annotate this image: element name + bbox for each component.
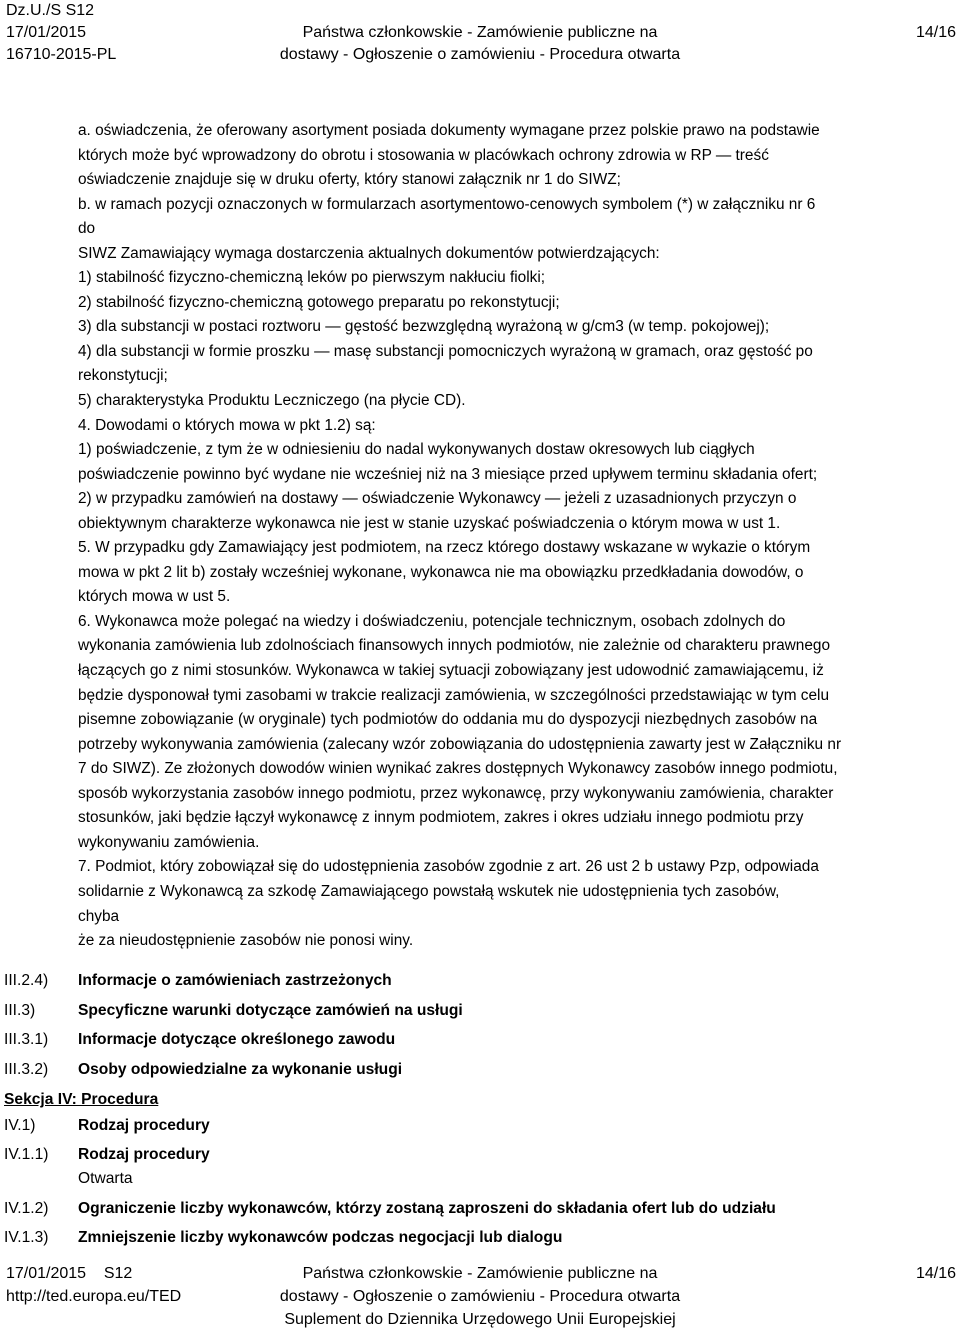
footer-date-series: 17/01/2015 S12 [6,1265,133,1282]
paragraph: 4. Dowodami o których mowa w pkt 1.2) są: [78,416,376,434]
section-number: IV.1.3) [4,1229,49,1246]
section-row [0,1114,960,1138]
section-number: III.2.4) [4,972,49,989]
paragraph: 4) dla substancji w formie proszku — masę substancji pomocniczych wyrażoną w gramach, oraz gęstość po rekonstytucji; [78,342,813,385]
header-ref: 16710-2015-PL [6,46,117,63]
paragraph: 3) dla substancji w postaci roztworu — gęstość bezwzględną wyrażoną w g/cm3 (w temp. pokojowej); [78,318,770,336]
doc-code: Dz.U./S S12 [6,2,95,19]
page-footer [0,1262,960,1334]
page-header [0,0,960,72]
section-row [0,969,960,993]
section-heading: Sekcja IV: Procedura [4,1091,159,1108]
section-title: Rodzaj procedury [78,1146,210,1163]
section-title: Specyficzne warunki dotyczące zamówień na usługi [78,1002,463,1019]
section-title: Rodzaj procedury [78,1117,210,1134]
section-title: Informacje o zamówieniach zastrzeżonych [78,972,392,989]
footer-page-number: 14/16 [915,1265,956,1282]
section-row [0,1226,960,1250]
body-text [78,119,960,954]
paragraph: a. oświadczenia, że oferowany asortyment posiada dokumenty wymagane przez polskie prawo na podstawie których może być wprowadzony do obrotu i stosowania w placówkach ochrony zdrowia w RP — treść oświadczenie znajduje się w druku oferty, który stanowi załącznik nr 1 do SIWZ; [78,122,820,189]
paragraph: 7. Podmiot, który zobowiązał się do udostępnienia zasobów zgodnie z art. 26 ust 2 b ustawy Pzp, odpowiada solidarnie z Wykonawcą za szkodę Zamawiającego powstałą wskutek nie udostępnienia tych zasobów, chyba [78,858,819,925]
header-title-line2: dostawy - Ogłoszenie o zamówieniu - Procedura otwarta [279,46,681,63]
section-title: Zmniejszenie liczby wykonawców podczas negocjacji lub dialogu [78,1229,563,1246]
section-row [0,1028,960,1052]
header-title-line1: Państwa członkowskie - Zamówienie publiczne na [302,24,658,41]
footer-title-line2: dostawy - Ogłoszenie o zamówieniu - Procedura otwarta [279,1288,681,1305]
section-number: III.3.2) [4,1061,49,1078]
footer-title-line1: Państwa członkowskie - Zamówienie publiczne na [302,1265,658,1282]
paragraph: SIWZ Zamawiający wymaga dostarczenia aktualnych dokumentów potwierdzających: [78,244,660,262]
paragraph: 6. Wykonawca może polegać na wiedzy i doświadczeniu, potencjale technicznym, osobach zdolnych do wykonania zamówienia lub zdolnościach finansowych innych podmiotów, nie zależnie od charakteru prawnego łączących go z nimi stosunków. Wykonawca w takiej sytuacji zobowiązany jest udowodnić zamawiającemu, iż będzie dysponował tymi zasobami w trakcie realizacji zamówienia, w szczególności przedstawiając w tym celu pisemne zobowiązanie (w oryginale) tych podmiotów do oddania mu do dyspozycji niezbędnych zasobów na potrzeby wykonywania zamówienia (zalecany wzór zobowiązania do udostępnienia zawarty jest w Załączniku nr 7 do SIWZ). Ze złożonych dowodów winien wynikać zakres dostępnych Wykonawcy zasobów innego podmiotu, sposób wykorzystania zasobów innego podmiotu, przez wykonawcę, przy wykonywaniu zamówienia, charakter stosunków, jaki będzie łączył wykonawcę z innym podmiotem, zakres i okres udziału innego podmiotu przy wykonywaniu zamówienia. [78,612,842,851]
section-row [0,1058,960,1082]
section-title: Osoby odpowiedzialne za wykonanie usługi [78,1061,403,1078]
section-heading-row [0,1088,960,1112]
header-title [0,22,960,66]
paragraph: 2) stabilność fizyczno-chemiczną gotowego preparatu po rekonstytucji; [78,293,560,311]
footer-title-line3: Suplement do Dziennika Urzędowego Unii Europejskiej [284,1311,676,1328]
section-title: Ograniczenie liczby wykonawców, którzy zostaną zaproszeni do składania ofert lub do udziału [78,1200,776,1217]
footer-title [0,1262,960,1331]
paragraph: 2) w przypadku zamówień na dostawy — oświadczenie Wykonawcy — jeżeli z uzasadnionych przyczyn o obiektywnym charakterze wykonawca nie jest w stanie uzyskać poświadczenia o którym mowa w ust 1. [78,490,797,532]
section-value: Otwarta [78,1170,133,1187]
section-row [0,1143,960,1191]
section-number: III.3.1) [4,1031,49,1048]
footer-url[interactable]: http://ted.europa.eu/TED [6,1288,182,1305]
paragraph: że za nieudostępnienie zasobów nie ponosi winy. [78,932,414,950]
header-page-number: 14/16 [915,24,956,41]
header-date: 17/01/2015 [6,24,87,41]
section-number: IV.1) [4,1117,36,1134]
section-title: Informacje dotyczące określonego zawodu [78,1031,396,1048]
section-number: III.3) [4,1002,36,1019]
section-number: IV.1.1) [4,1146,49,1163]
paragraph: 5. W przypadku gdy Zamawiający jest podmiotem, na rzecz którego dostawy wskazane w wykazie o którym mowa w pkt 2 lit b) zostały wcześniej wykonane, wykonawca nie ma obowiązku przedkładania dowodów, o których mowa w ust 5. [78,539,811,606]
paragraph: 1) stabilność fizyczno-chemiczną leków po pierwszym nakłuciu fiolki; [78,269,546,287]
paragraph: b. w ramach pozycji oznaczonych w formularzach asortymentowo-cenowych symbolem (*) w załączniku nr 6 do [78,195,816,238]
section-number: IV.1.2) [4,1200,49,1217]
section-row [0,999,960,1023]
paragraph: 1) poświadczenie, z tym że w odniesieniu do nadal wykonywanych dostaw okresowych lub ciągłych poświadczenie powinno być wydane nie wcześniej niż na 3 miesiące przed upływem terminu składania ofert; [78,441,818,483]
section-row [0,1197,960,1221]
paragraph: 5) charakterystyka Produktu Leczniczego (na płycie CD). [78,392,466,410]
